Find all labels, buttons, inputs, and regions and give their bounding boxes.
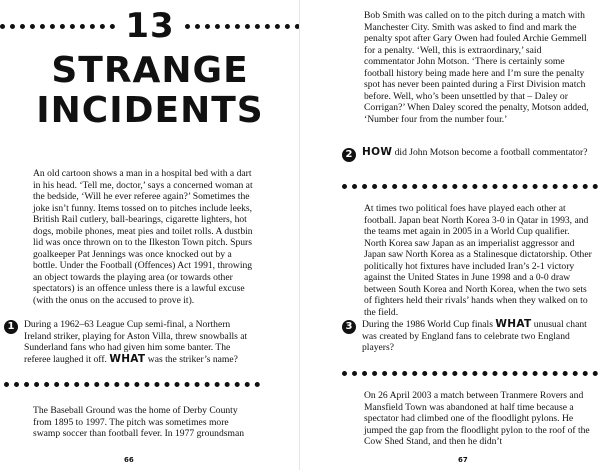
section-separator-dotted bbox=[342, 371, 598, 376]
chapter-number-row bbox=[0, 6, 300, 46]
question-2-text bbox=[362, 147, 588, 162]
question-3 bbox=[342, 319, 592, 354]
question-2-text-end: did John Motson become a football commentator? bbox=[392, 147, 588, 158]
political-foes-paragraph: At times two political foes have played each other at football. Japan beat North Korea 3-0 in Qatar in 1993, and the teams met again in 2005 in a World Cup qualifier. North Korea saw Japan as an imperialist aggressor and Japan saw North Korea as a Stalinesque dictatorship. Other politically hot fixtures have included Iran’s 2-1 victory against the United States in June 1998 and a 0-0 draw between South Korea and North Korea, when the two sets of fighters held their rivals’ hands when they walked on to the field. bbox=[364, 203, 592, 318]
chapter-title-line-1 bbox=[0, 50, 300, 91]
section-separator-dotted bbox=[4, 382, 260, 387]
title-dotted-rule-right bbox=[185, 24, 300, 29]
question-1-number-badge: 1 bbox=[4, 320, 18, 334]
question-3-number-badge: 3 bbox=[342, 320, 356, 334]
question-1 bbox=[4, 319, 257, 365]
chapter-title-word-1: STRANGE bbox=[51, 50, 249, 91]
page-number-left: 66 bbox=[124, 456, 134, 464]
right-page bbox=[300, 0, 600, 470]
penalty-spot-paragraph: Bob Smith was called on to the pitch during a match with Manchester City. Smith was asked to find and mark the penalty spot after Gary Owen had fouled Archie Gemmell for a penalty. ‘Well, this is extraordinary,’ said commentator John Motson. ‘There is certainly some football history being made here and I’m sure the penalty spot has never been painted during a First Division match before. Well, who’s been unsettled by that – Daley or Corrigan?’ When Daley scored the penalty, Motson added, ‘Number four from the number four.’ bbox=[364, 10, 589, 125]
question-1-text-end: was the striker’s name? bbox=[145, 353, 238, 365]
question-3-keyword: WHAT bbox=[495, 318, 532, 330]
question-2-keyword: HOW bbox=[362, 146, 393, 158]
baseball-ground-paragraph: The Baseball Ground was the home of Derby County from 1895 to 1997. The pitch was sometimes more swamp soccer than football fever. In 1977 groundsman bbox=[33, 405, 245, 439]
question-1-text bbox=[24, 319, 257, 365]
chapter-title-word-2: INCIDENTS bbox=[36, 90, 264, 131]
question-3-text bbox=[362, 319, 592, 354]
question-1-keyword: WHAT bbox=[109, 352, 146, 365]
question-2-number-badge: 2 bbox=[342, 148, 356, 162]
question-2 bbox=[342, 147, 592, 162]
intro-paragraph: An old cartoon shows a man in a hospital bed with a dart in his head. ‘Tell me, doctor,’ says a concerned woman at the bedside, ‘Will he ever referee again?’ Sometimes the joke isn’t funny. Items tossed on to pitches include leeks, British Rail cutlery, ball-bearings, cigarette lighters, hot dogs, mobile phones, meat pies and toilet rolls. A dustbin lid was once thrown on to the Ilkeston Town pitch. Spurs goalkeeper Pat Jennings was once knocked out by a bottle. Under the Football (Offences) Act 1991, throwing an object towards the playing area (or towards other spectators) is an offence unless there is a lawful excuse (with the onus on the accused to prove it). bbox=[33, 168, 253, 306]
title-dotted-rule-left bbox=[0, 24, 115, 29]
question-1-text-start: During a 1962–63 League Cup semi-final, a Northern Ireland striker, playing for Aston Villa, threw snowballs at Sunderland fans who had given him some banter. The referee laughed it off. bbox=[24, 319, 248, 365]
chapter-title-line-2 bbox=[0, 90, 300, 131]
page-number-right: 67 bbox=[458, 456, 468, 464]
question-3-text-end: unusual chant was created by England fans to celebrate two England players? bbox=[362, 319, 587, 353]
chapter-number: 13 bbox=[125, 6, 175, 46]
question-3-text-start: During the 1986 World Cup finals bbox=[362, 319, 496, 330]
section-separator-dotted bbox=[342, 184, 598, 189]
tranmere-paragraph: On 26 April 2003 a match between Tranmere Rovers and Mansfield Town was abandoned at half time because a spectator had climbed one of the floodlight pylons. He jumped the gap from the floodlight pylon to the roof of the Cow Shed Stand, and then he didn’t bbox=[364, 390, 590, 447]
